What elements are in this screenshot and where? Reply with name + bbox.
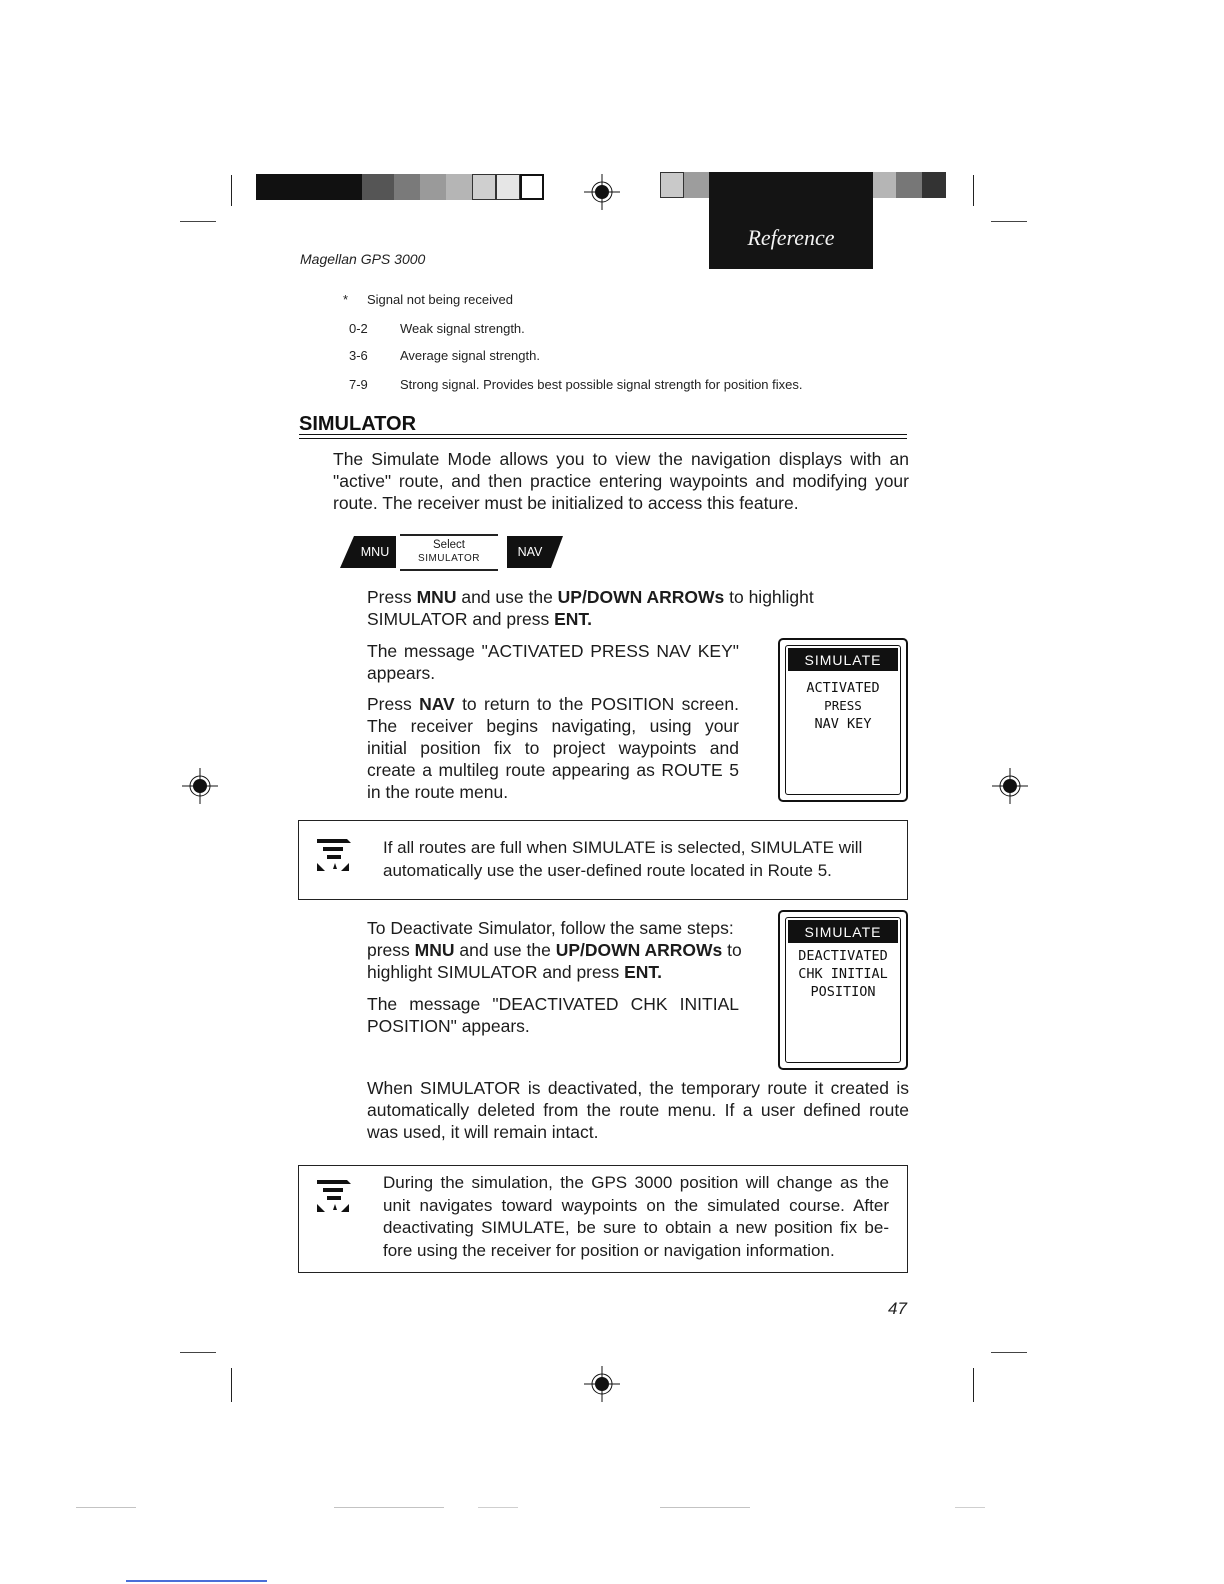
- nav-key-ref: NAV: [419, 694, 455, 714]
- signal-description: Signal not being received: [367, 292, 513, 307]
- section-tab: [709, 172, 873, 269]
- section-title: SIMULATOR: [299, 413, 417, 435]
- arrows-key-ref: UP/DOWN ARROWs: [555, 940, 723, 960]
- registration-mark-icon: [584, 174, 620, 210]
- deactivate-step: To Deactivate Simulator, follow the same steps: press MNU and use the UP/DOWN ARROWs to highlight SIMULATOR and press ENT.: [367, 918, 742, 982]
- lcd-header: SIMULATE: [788, 920, 898, 943]
- note-text: If all routes are full when SIMULATE is selected, SIMULATE will automatically use the user-defined route located in Route 5.: [383, 838, 863, 880]
- signal-legend-row: [349, 377, 909, 395]
- crop-mark: [991, 1352, 1027, 1353]
- nav-key: NAV: [517, 545, 543, 559]
- running-title: Magellan GPS 3000: [300, 251, 426, 267]
- note-text: During the simulation, the GPS 3000 position will change as the unit navigates toward waypoints on the simulated course. After deactivating SIMULATE, be sure to obtain a new position fix be-fore using the receiver for position or navigation information.: [383, 1173, 889, 1260]
- mnu-key: MNU: [360, 545, 390, 559]
- registration-mark-icon: [182, 768, 218, 804]
- signal-key: *: [343, 292, 349, 307]
- note-box: [298, 820, 908, 900]
- header-bar-left: [256, 174, 544, 200]
- lcd-header: SIMULATE: [788, 648, 898, 671]
- ent-key-ref: ENT.: [554, 609, 592, 629]
- signal-legend-row: [343, 292, 903, 310]
- footer-scan-mark: [76, 1507, 136, 1508]
- registration-mark-icon: [584, 1366, 620, 1402]
- footer-scan-mark: [955, 1507, 985, 1508]
- activate-nav-step: Press NAV to return to the POSITION screen. The receiver begins navigating, using your initial position fix to project waypoints and create a multileg route appearing as ROUTE 5 in the route menu.: [367, 694, 739, 802]
- signal-description: Strong signal. Provides best possible signal strength for position fixes.: [400, 377, 803, 392]
- lcd-screen-activated: [778, 638, 908, 802]
- select-label: Select: [433, 539, 465, 551]
- crop-mark: [231, 175, 232, 206]
- footer-scan-mark: [334, 1507, 444, 1508]
- activate-message: The message "ACTIVATED PRESS NAV KEY" appears.: [367, 641, 739, 683]
- section-tab-label: Reference: [747, 225, 835, 250]
- ent-key-ref: ENT.: [624, 962, 663, 982]
- footer-scan-mark: [660, 1507, 750, 1508]
- crop-mark: [991, 221, 1027, 222]
- signal-key: 3-6: [349, 348, 368, 363]
- note-box: [298, 1165, 908, 1273]
- page-number: 47: [888, 1299, 907, 1318]
- note-hand-icon: [313, 835, 355, 879]
- note-hand-icon: [313, 1176, 355, 1220]
- crop-mark: [973, 1368, 974, 1402]
- lcd-screen-deactivated: [778, 910, 908, 1070]
- signal-legend-row: [349, 348, 909, 366]
- crop-mark: [180, 221, 216, 222]
- lcd-line: PRESS: [824, 698, 862, 713]
- mnu-key-ref: MNU: [416, 587, 457, 607]
- crop-mark: [973, 175, 974, 206]
- footer-scan-mark: [478, 1507, 518, 1508]
- bottom-link-underline: [126, 1580, 267, 1582]
- lcd-line: NAV KEY: [814, 716, 872, 732]
- signal-description: Weak signal strength.: [400, 321, 525, 336]
- lcd-line: ACTIVATED: [806, 680, 880, 696]
- crop-mark: [231, 1368, 232, 1402]
- deactivate-message: The message "DEACTIVATED CHK INITIAL POSITION" appears.: [367, 994, 739, 1036]
- lcd-line: CHK INITIAL: [798, 966, 888, 982]
- signal-description: Average signal strength.: [400, 348, 540, 363]
- lcd-line: POSITION: [810, 984, 876, 1000]
- mnu-key-ref: MNU: [414, 940, 455, 960]
- signal-key: 7-9: [349, 377, 368, 392]
- select-target: SIMULATOR: [418, 553, 480, 564]
- signal-key: 0-2: [349, 321, 368, 336]
- crop-mark: [180, 1352, 216, 1353]
- registration-mark-icon: [992, 768, 1028, 804]
- intro-paragraph: The Simulate Mode allows you to view the navigation displays with an "active" route, and then practice entering waypoints and modifying your route. The receiver must be initialized to access this feature.: [333, 449, 909, 513]
- after-deactivate-paragraph: When SIMULATOR is deactivated, the temporary route it created is automatically deleted from the route menu. If a user defined route was used, it will remain intact.: [367, 1078, 909, 1142]
- lcd-line: DEACTIVATED: [798, 948, 888, 964]
- signal-legend-row: [349, 321, 909, 339]
- section-rule: [299, 434, 907, 439]
- activate-step: Press MNU and use the UP/DOWN ARROWs to highlight SIMULATOR and press ENT.: [367, 587, 814, 629]
- arrows-key-ref: UP/DOWN ARROWs: [557, 587, 725, 607]
- select-instruction: [400, 534, 498, 571]
